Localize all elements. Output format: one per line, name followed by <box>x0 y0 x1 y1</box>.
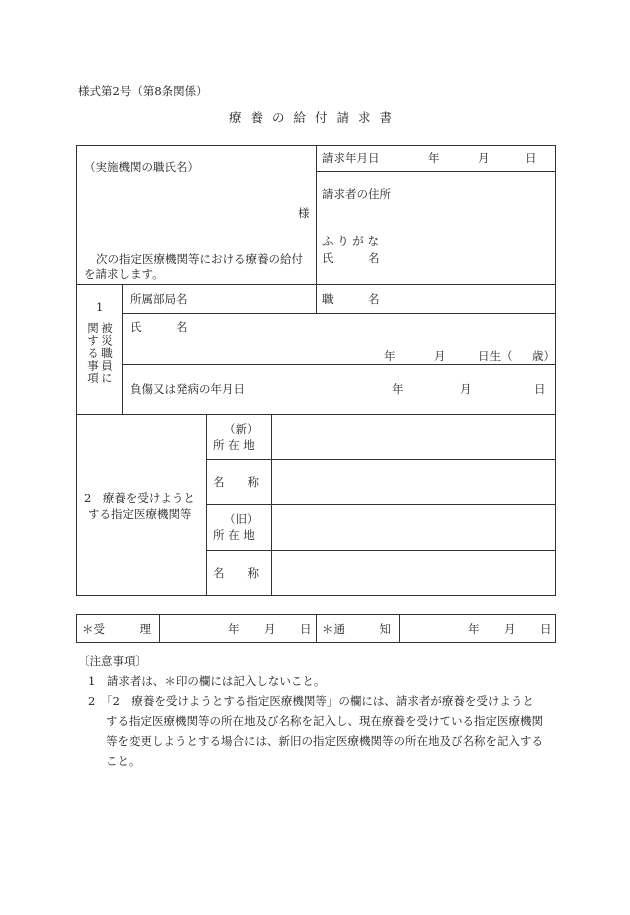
table-border-bottom <box>76 595 555 596</box>
note-item-2-line: こと。 <box>106 754 141 768</box>
request-date-month: 月 <box>478 151 490 165</box>
birth-month: 月 <box>434 349 446 363</box>
injury-year: 年 <box>392 382 404 396</box>
table-rule <box>316 171 555 172</box>
notified-month: 月 <box>504 622 516 636</box>
section-2-title-line1: 2 療養を受けようと <box>84 491 195 505</box>
table-rule <box>76 414 555 415</box>
new-address-label: 所 在 地 <box>213 438 255 452</box>
position-label: 職 名 <box>322 292 380 306</box>
table-rule <box>271 414 272 596</box>
table-rule <box>76 614 77 643</box>
section-1-number: 1 <box>96 300 104 314</box>
received-year: 年 <box>228 622 240 636</box>
injury-day: 日 <box>534 382 546 396</box>
table-rule <box>159 614 160 643</box>
table-rule <box>399 614 400 643</box>
birth-day: 日生（ <box>478 349 513 363</box>
old-address-label: 所 在 地 <box>213 528 255 542</box>
department-label: 所属部局名 <box>130 292 188 306</box>
table-rule <box>122 284 123 415</box>
requester-name-label: 氏 名 <box>322 251 380 265</box>
old-name-label: 名 称 <box>213 566 259 580</box>
table-rule <box>122 364 555 365</box>
note-item-2-line: 2 「2 療養を受けようとする指定医療機関等」の欄には、請求者が療養を受けようと <box>88 694 534 708</box>
official-label: （実施機関の職氏名） <box>84 160 199 174</box>
received-month: 月 <box>264 622 276 636</box>
section-2-title-line2: する指定医療機関等 <box>88 507 192 521</box>
received-label: ＊受 理 <box>82 622 151 636</box>
notes-heading: 〔注意事項〕 <box>78 654 147 668</box>
table-rule <box>206 459 555 460</box>
note-item-2 <box>88 691 534 711</box>
notified-day: 日 <box>540 622 552 636</box>
notified-year: 年 <box>468 622 480 636</box>
note-item-2-line: する指定医療機関等の所在地及び名称を記入し、現在療養を受けている指定医療機関 <box>106 714 543 728</box>
table-rule <box>555 614 556 643</box>
birth-year: 年 <box>384 349 396 363</box>
section-1-title: 被災職員に関する事項 <box>86 322 114 385</box>
age: 歳） <box>532 349 555 363</box>
notes-section <box>78 651 147 671</box>
table-border-right <box>555 145 556 596</box>
injury-month: 月 <box>460 382 472 396</box>
note-item-2-cont <box>106 711 543 771</box>
new-marker: （新） <box>224 422 259 436</box>
injury-date-label: 負傷又は発病の年月日 <box>130 382 245 396</box>
table-rule <box>206 550 555 551</box>
form-number: 様式第2号（第8条関係） <box>78 84 208 98</box>
received-day: 日 <box>300 622 312 636</box>
worker-name-label: 氏 名 <box>130 320 188 334</box>
request-date-year: 年 <box>428 151 440 165</box>
note-item-1-text: 1 請求者は、＊印の欄には記入しないこと。 <box>88 674 326 688</box>
note-item-1 <box>88 671 325 691</box>
honorific: 様 <box>298 206 310 220</box>
notified-label: ＊通 知 <box>322 622 391 636</box>
request-date-label: 請求年月日 <box>322 151 380 165</box>
table-rule <box>206 414 207 596</box>
table-rule <box>316 614 317 643</box>
old-marker: （旧） <box>224 512 259 526</box>
table-rule <box>122 313 555 314</box>
table-rule <box>206 504 555 505</box>
note-item-2-line: 等を変更しようとする場合には、新旧の指定医療機関等の所在地及び名称を記入する <box>106 734 543 748</box>
table-border-left <box>76 145 77 596</box>
new-name-label: 名 称 <box>213 475 259 489</box>
page-title: 療養の給付請求書 <box>228 110 401 125</box>
table-rule <box>316 145 317 314</box>
request-text-line2: を請求します。 <box>84 267 164 281</box>
furigana-label: ふ り が な <box>322 234 379 248</box>
request-text-line1: 次の指定医療機関等における療養の給付 <box>96 252 303 266</box>
request-date-day: 日 <box>525 151 537 165</box>
requester-address-label: 請求者の住所 <box>322 187 391 201</box>
